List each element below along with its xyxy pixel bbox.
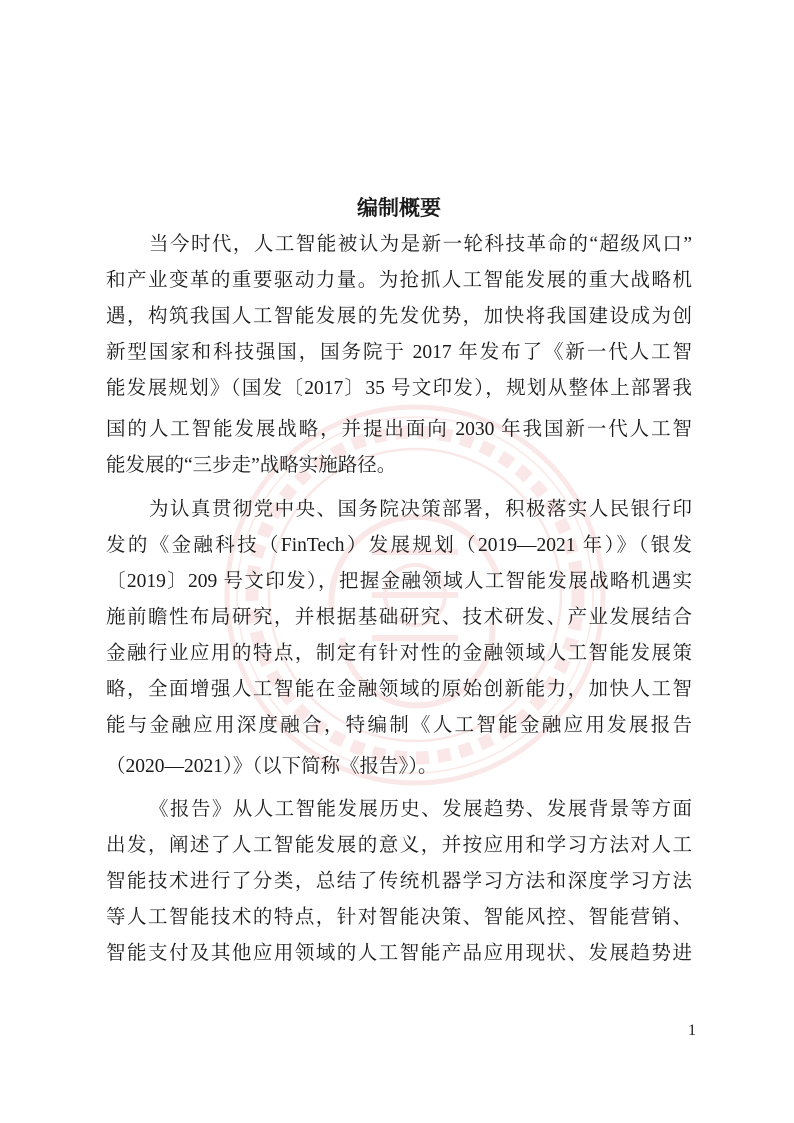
text-line: 智能技术进行了分类，总结了传统机器学习方法和深度学习方法 bbox=[106, 871, 692, 892]
paragraph bbox=[106, 492, 692, 785]
text-line: 略，全面增强人工智能在金融领域的原始创新能力，加快人工智 bbox=[106, 679, 692, 700]
text-line: 能发展的“三步走”战略实施路径。 bbox=[106, 455, 397, 476]
text-line: 智能支付及其他应用领域的人工智能产品应用现状、发展趋势进 bbox=[106, 943, 692, 964]
text-line: （2020—2021）》（以下简称《报告》）。 bbox=[106, 756, 438, 777]
text-line: 出发，阐述了人工智能发展的意义，并按应用和学习方法对人工 bbox=[106, 835, 692, 856]
text-line: 《报告》从人工智能发展历史、发展趋势、发展背景等方面 bbox=[149, 799, 692, 820]
page-title: 编制概要 bbox=[357, 196, 441, 220]
text-line: 等人工智能技术的特点，针对智能决策、智能风控、智能营销、 bbox=[106, 907, 692, 928]
text-line: 当今时代，人工智能被认为是新一轮科技革命的“超级风口” bbox=[149, 234, 692, 255]
text-line: 国的人工智能发展战略，并提出面向 2030 年我国新一代人工智 bbox=[106, 419, 692, 440]
text-line: 〔2019〕209 号文印发），把握金融领域人工智能发展战略机遇实 bbox=[106, 571, 692, 592]
document-body bbox=[106, 190, 692, 972]
paragraph bbox=[106, 227, 692, 484]
text-line: 能与金融应用深度融合，特编制《人工智能金融应用发展报告 bbox=[106, 715, 692, 736]
page-number: 1 bbox=[688, 1022, 696, 1039]
text-line: 新型国家和科技强国，国务院于 2017 年发布了《新一代人工智 bbox=[106, 342, 692, 363]
text-line: 能发展规划》（国发〔2017〕35 号文印发），规划从整体上部署我 bbox=[106, 378, 692, 399]
text-line: 施前瞻性布局研究，并根据基础研究、技术研发、产业发展结合 bbox=[106, 607, 692, 628]
paragraph bbox=[106, 792, 692, 972]
text-line: 发的《金融科技（FinTech）发展规划（2019—2021 年）》（银发 bbox=[106, 535, 692, 556]
text-line: 遇，构筑我国人工智能发展的先发优势，加快将我国建设成为创 bbox=[106, 306, 692, 327]
text-line: 和产业变革的重要驱动力量。为抢抓人工智能发展的重大战略机 bbox=[106, 270, 692, 291]
text-line: 为认真贯彻党中央、国务院决策部署，积极落实人民银行印 bbox=[149, 499, 692, 520]
text-line: 金融行业应用的特点，制定有针对性的金融领域人工智能发展策 bbox=[106, 643, 692, 664]
